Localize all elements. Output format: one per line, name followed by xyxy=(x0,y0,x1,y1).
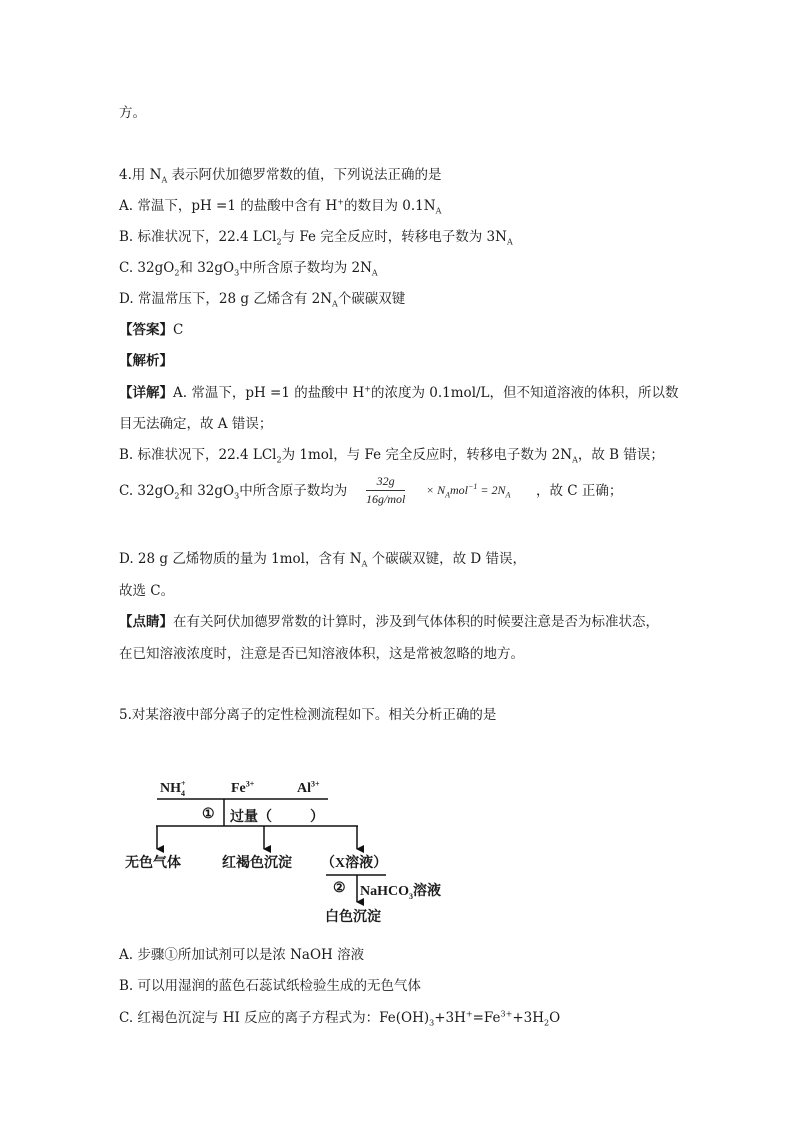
formula-denominator: 16g/mol xyxy=(366,492,406,506)
q4-detail-a-line1: 【详解】A. 常温下，pH =1 的盐酸中 H+的浓度为 0.1mol/L，但不知道溶液的体积，所以数 xyxy=(119,384,679,401)
q4-note-line2: 在已知溶液浓度时，注意是否已知溶液体积，这是常被忽略的地方。 xyxy=(119,646,524,662)
q4-option-c: C. $32gO_2$和 $32gO_3$中所含原子数均为 $2N_A$ xyxy=(119,260,378,278)
step2-number: ② xyxy=(333,881,346,896)
q4-detail-c: C. $32gO_2$和 $32gO_3$中所含原子数均为 xyxy=(119,483,348,501)
product-white-precipitate: 白色沉淀 xyxy=(325,910,381,925)
q5-option-c: C. 红褐色沉淀与 HI 反应的离子方程式为：$Fe(OH)_3+3H^+=Fe^{3+}+3H_2O$ xyxy=(119,1009,561,1028)
top-fragment: 方。 xyxy=(119,105,146,121)
ion-iron: $Fe^{3+}$ xyxy=(231,779,255,796)
q4-answer: 【答案】C xyxy=(119,322,184,338)
q4-stem: 4.用 $N_A$ 表示阿伏加德罗常数的值，下列说法正确的是 xyxy=(119,167,442,185)
q4-detail-a-line2: 目无法确定，故 A 错误； xyxy=(119,416,273,432)
q4-option-d: D. 常温常压下，28 g 乙烯含有 $2N_A$个碳碳双键 xyxy=(119,291,406,309)
q4-analysis-label: 【解析】 xyxy=(119,353,173,369)
step1-close: ） xyxy=(310,810,324,825)
product-x-solution: （X溶液） xyxy=(321,856,388,871)
q4-detail-d: D. 28 g 乙烯物质的量为 1mol，含有 $N_A$ 个碳碳双键，故 D 错误， xyxy=(119,551,527,569)
q4-note-line1: 【点睛】在有关阿伏加德罗常数的计算时，涉及到气体体积的时候要注意是否为标准状态， xyxy=(119,614,659,630)
product-red-brown-precipitate: 红褐色沉淀 xyxy=(222,856,292,871)
q4-option-b: B. 标准状况下，22.4 LCl$_2$与 Fe 完全反应时，转移电子数为 $3N_A$ xyxy=(119,229,513,247)
q4-option-a: A. 常温下，pH =1 的盐酸中含有 H+的数目为 $0.1N_A$ xyxy=(119,197,442,216)
formula-rest: × $N_Amol^{-1} = 2N_A$ xyxy=(426,482,511,500)
ion-ammonium: $NH_4^+$ xyxy=(160,779,186,798)
q4-choose: 故选 C。 xyxy=(119,583,175,599)
step1-label: 过量（ xyxy=(230,810,272,825)
formula-numerator: 32g xyxy=(366,474,405,491)
q5-option-a: A. 步骤①所加试剂可以是浓 NaOH 溶液 xyxy=(119,947,365,963)
ion-aluminum: $Al^{3+}$ xyxy=(297,779,320,796)
q4-detail-b: B. 标准状况下，22.4 LCl$_2$为 1mol，与 Fe 完全反应时，转移电子数为 $2N_A$，故 B 错误； xyxy=(119,447,664,465)
product-colorless-gas: 无色气体 xyxy=(125,856,181,871)
q5-option-b: B. 可以用湿润的蓝色石蕊试纸检验生成的无色气体 xyxy=(119,978,422,994)
q4-detail-c-post: ，故 C 正确； xyxy=(536,483,623,499)
step2-reagent: NaHCO$_3$溶液 xyxy=(360,884,441,901)
q5-stem: 5.对某溶液中部分离子的定性检测流程如下。相关分析正确的是 xyxy=(119,707,497,723)
step1-number: ① xyxy=(202,807,215,822)
